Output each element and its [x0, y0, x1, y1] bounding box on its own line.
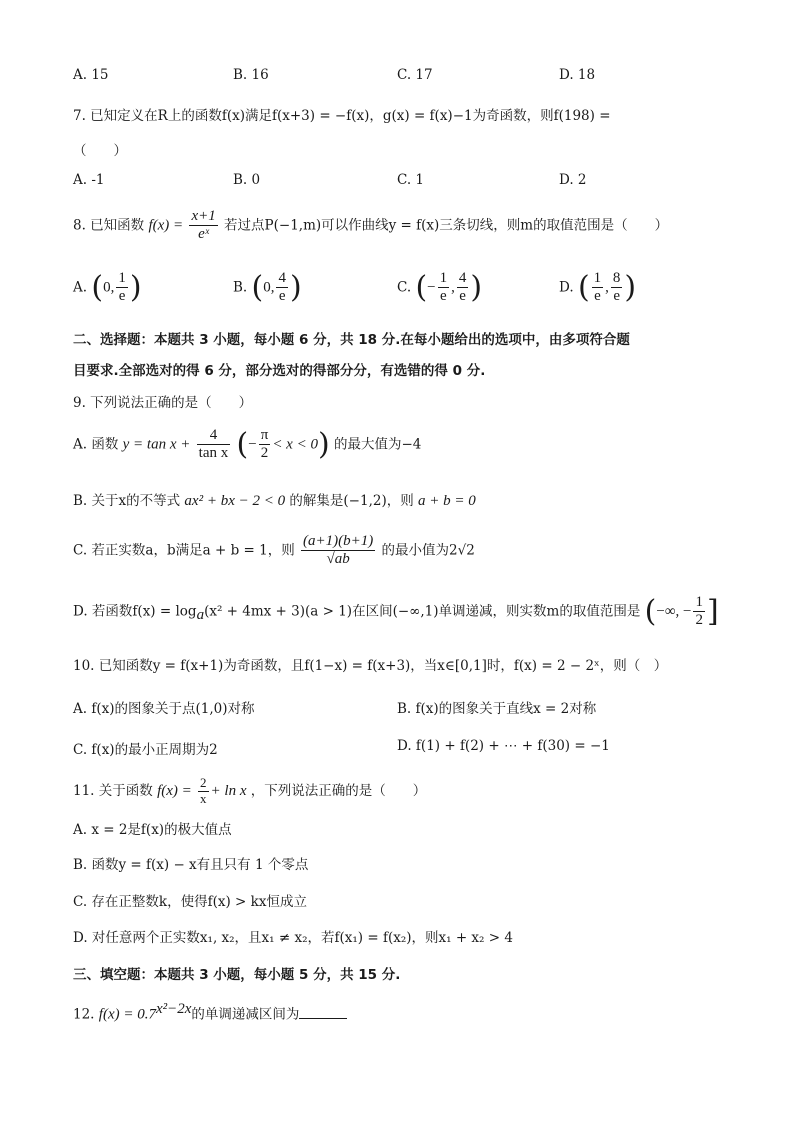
q8-option-a: A. (0, $\frac{1}{e}$ ) — [73, 269, 142, 305]
q11-num: 2 — [200, 775, 207, 790]
q10-option-d: D. f(1) + f(2) + ⋯ + f(30) = −1 — [397, 738, 610, 754]
q11-stem-post: ，下列说法正确的是（ ） — [250, 782, 427, 799]
q8-c-num1: 1 — [438, 270, 450, 288]
q9-a-post: 的最大值为−4 — [333, 436, 422, 453]
q8-f-lhs: f(x) = — [148, 217, 184, 234]
q9-a-pi-den: 2 — [260, 445, 269, 462]
q11-f-tail: + ln x — [210, 782, 247, 799]
q9-b-res: a + b = 0 — [418, 493, 476, 509]
q8-b-num: 4 — [276, 270, 288, 288]
q6-option-c: C. 17 — [397, 67, 433, 83]
q11-den: x — [200, 790, 207, 806]
q6-option-b: B. 16 — [233, 67, 269, 83]
q9-b-ineq: ax² + bx − 2 < 0 — [184, 493, 286, 509]
q8-d-label: D. — [559, 279, 574, 296]
q8-d-num1: 1 — [592, 270, 604, 288]
q9-d-den: 2 — [695, 612, 703, 629]
section2-heading-line1: 二、选择题：本题共 3 小题，每小题 6 分，共 18 分.在每小题给出的选项中，由多项符合题 — [73, 332, 630, 348]
q9-option-a: A. 函数 y = tan x + $\frac{4}{\text{tan x}}$ (− $\frac{\pi}{2}$ < x < 0) 的最大值为−4 — [73, 426, 422, 462]
q9-c-pre: C. 若正实数a，b满足a + b = 1，则 — [73, 542, 295, 559]
q9-option-d: D. 若函数$f(x) = \log_a(x^2 + 4mx + 3)(a > 1)$在区间(−∞,1)单调递减，则实数m的取值范围是 (−∞, − $\frac{1}{2}$ ] — [73, 593, 719, 629]
q9-a-num: 4 — [197, 427, 231, 445]
q6-option-d: D. 18 — [559, 67, 596, 83]
q8-stem — [73, 208, 668, 244]
q7-option-c: C. 1 — [397, 172, 425, 188]
q8-option-b: B. (0, $\frac{4}{e}$ ) — [233, 269, 302, 305]
q9-stem: 9. 下列说法正确的是（ ） — [73, 395, 253, 411]
q9-a-expr: y = tan x + — [122, 436, 191, 453]
q8-a-num: 1 — [116, 270, 128, 288]
q8-c-label: C. — [397, 279, 412, 296]
section2-heading-line2: 目要求.全部选对的得 6 分，部分选对的得部分分，有选错的得 0 分. — [73, 363, 486, 379]
q8-b-label: B. — [233, 279, 248, 296]
q9-a-den: tan x — [198, 445, 229, 462]
q12-expr: f(x) = 0.7 — [98, 1006, 156, 1023]
q9-d-num: 1 — [693, 594, 705, 612]
q12-stem — [73, 1001, 347, 1024]
q8-numerator: x+1 — [189, 208, 217, 226]
q9-a-pre: A. 函数 — [73, 436, 119, 453]
q11-f-lhs: f(x) = — [157, 782, 192, 799]
q8-a-den: e — [118, 288, 126, 305]
q9-b-mid: 的解集是(−1,2)，则 — [289, 493, 414, 509]
q9-c-num: (a+1)(b+1) — [301, 533, 375, 551]
q9-c-post: 的最小值为2√2 — [381, 542, 475, 559]
q10-option-c: C. f(x)的最小正周期为2 — [73, 742, 218, 758]
q11-option-b: B. 函数y = f(x) − x有且只有 1 个零点 — [73, 857, 309, 873]
q7-option-d: D. 2 — [559, 172, 587, 188]
q8-d-num2: 8 — [611, 270, 623, 288]
q8-option-c: C. (− $\frac{1}{e}$ , $\frac{4}{e}$ ) — [397, 269, 483, 305]
q8-c-num2: 4 — [457, 270, 469, 288]
q8-b-den: e — [278, 288, 286, 305]
q8-rest: 若过点P(−1,m)可以作曲线y = f(x)三条切线，则m的取值范围是（ ） — [224, 217, 669, 234]
q11-option-d: D. 对任意两个正实数x₁, x₂，且x₁ ≠ x₂，若f(x₁) = f(x₂)，则x₁ + x₂ > 4 — [73, 930, 513, 946]
q9-a-cond: < x < 0 — [272, 436, 318, 453]
q12-pre: 12. — [73, 1006, 95, 1023]
q7-option-a: A. -1 — [73, 172, 105, 188]
q8-c-den2: e — [459, 288, 466, 305]
q8-c-den1: e — [440, 288, 447, 305]
q8-a-label: A. — [73, 279, 88, 296]
q11-option-a: A. x = 2是f(x)的极大值点 — [73, 822, 232, 838]
q9-d-interval: −∞, − — [656, 603, 692, 620]
q8-d-den1: e — [594, 288, 601, 305]
q8-denominator: eˣ — [198, 226, 210, 243]
q7-paren: （ ） — [73, 143, 127, 159]
q7-option-b: B. 0 — [233, 172, 261, 188]
q10-option-a: A. f(x)的图象关于点(1,0)对称 — [73, 701, 255, 717]
q9-d-pre: D. 若函数f(x) = log — [73, 603, 197, 620]
q9-option-c — [73, 533, 475, 569]
q6-option-a: A. 15 — [73, 67, 109, 83]
q9-d-mid: (x² + 4mx + 3)(a > 1)在区间(−∞,1)单调递减，则实数m的取值范围是 — [204, 603, 641, 620]
q7-stem: 7. 已知定义在R上的函数f(x)满足f(x+3) = −f(x)，g(x) = f(x)−1为奇函数，则f(198) = — [73, 108, 611, 124]
q8-fraction — [189, 208, 217, 244]
q11-stem-pre: 11. 关于函数 — [73, 782, 153, 799]
q10-option-b: B. f(x)的图象关于直线x = 2对称 — [397, 701, 597, 717]
q10-stem: 10. 已知函数y = f(x+1)为奇函数，且f(1−x) = f(x+3)，当x∈[0,1]时，f(x) = 2 − 2ˣ，则（ ） — [73, 658, 668, 674]
q12-answer-blank[interactable] — [299, 1006, 347, 1019]
q9-b-pre: B. 关于x的不等式 — [73, 493, 181, 509]
q8-option-d: D. ( $\frac{1}{e}$ , $\frac{8}{e}$ ) — [559, 269, 637, 305]
q11-option-c: C. 存在正整数k，使得f(x) > kx恒成立 — [73, 894, 307, 910]
q11-stem — [73, 776, 426, 807]
q12-post: 的单调递减区间为 — [191, 1006, 300, 1023]
q9-a-pi-num: π — [259, 427, 271, 445]
q8-d-den2: e — [613, 288, 620, 305]
q9-c-den: √ab — [326, 551, 350, 568]
q9-option-b — [73, 489, 476, 510]
q9-d-sub: a — [196, 606, 205, 623]
section3-heading: 三、填空题：本题共 3 小题，每小题 5 分，共 15 分. — [73, 967, 401, 983]
q8-prefix: 8. 已知函数 — [73, 217, 145, 234]
q12-exp: x²−2x — [155, 1001, 192, 1017]
